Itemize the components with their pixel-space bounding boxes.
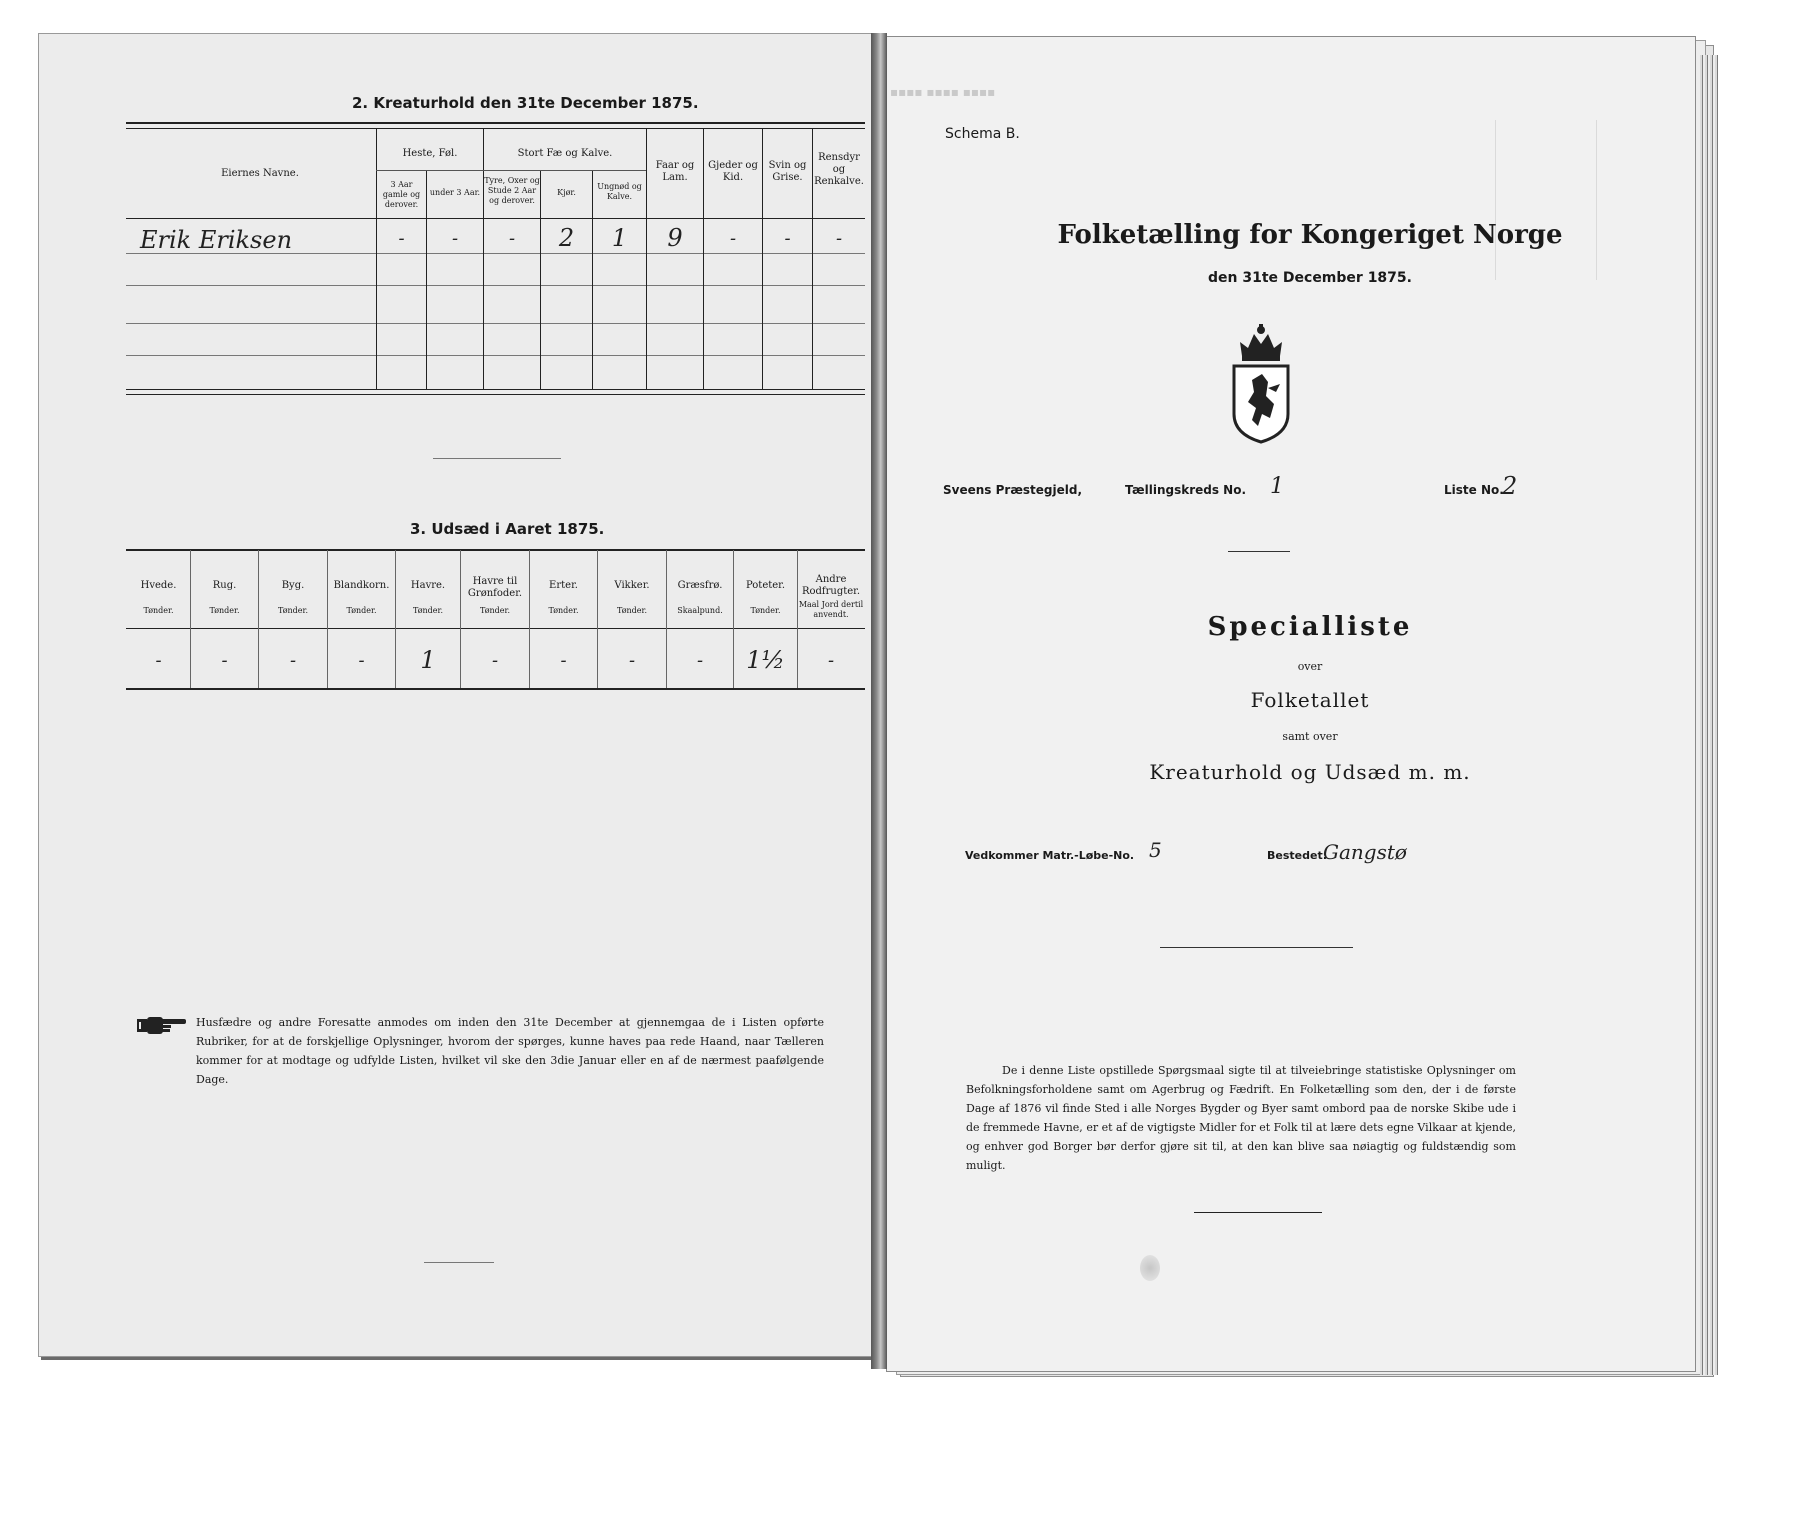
coat-of-arms-icon bbox=[1228, 322, 1294, 448]
sowing-unit: Skaalpund. bbox=[677, 606, 723, 615]
horses-young-header: under 3 Aar. bbox=[429, 188, 481, 197]
sowing-unit: Tønder. bbox=[143, 606, 174, 615]
table-column-line bbox=[592, 170, 593, 389]
sowing-col-potatoes: Poteter. bbox=[745, 580, 786, 591]
sowing-col-vetch: Vikker. bbox=[614, 580, 650, 591]
table-rule bbox=[126, 285, 865, 286]
table-rule bbox=[126, 218, 865, 219]
list-label: Liste No. bbox=[1444, 483, 1504, 497]
table-rule bbox=[126, 688, 865, 690]
sowing-unit: Tønder. bbox=[479, 606, 511, 615]
goats-value: - bbox=[729, 228, 737, 249]
livestock-title: 2. Kreaturhold den 31te December 1875. bbox=[352, 94, 699, 112]
sowing-col-rye: Rug. bbox=[212, 580, 237, 591]
list-number: 2 bbox=[1502, 472, 1518, 500]
section-divider bbox=[433, 458, 561, 459]
sowing-col-peas: Erter. bbox=[549, 580, 578, 591]
sowing-unit: Tønder. bbox=[277, 606, 309, 615]
sheep-header: Faar og Lam. bbox=[655, 160, 695, 183]
sowing-value: - bbox=[560, 650, 567, 671]
schema-label: Schema B. bbox=[945, 126, 1020, 142]
population-heading: Folketallet bbox=[1250, 688, 1370, 712]
reindeer-header: Rensdyr og Renkalve. bbox=[814, 152, 864, 187]
sowing-col-other-roots: Andre Rodfrugter. bbox=[801, 574, 861, 597]
cows-value: 2 bbox=[558, 224, 575, 252]
pigs-header: Svin og Grise. bbox=[768, 160, 807, 183]
horses-group-header: Heste, Føl. bbox=[402, 148, 458, 159]
sowing-unit: Tønder. bbox=[616, 606, 648, 615]
page-stack-edge bbox=[1700, 55, 1718, 1375]
sowing-unit: Tønder. bbox=[209, 606, 240, 615]
table-rule bbox=[376, 170, 646, 171]
table-column-line bbox=[540, 170, 541, 389]
cows-header: Kjør. bbox=[557, 188, 576, 197]
table-rule bbox=[126, 323, 865, 324]
bleed-through-table bbox=[1495, 120, 1597, 280]
sowing-col-wheat: Hvede. bbox=[140, 580, 177, 591]
table-rule bbox=[126, 122, 865, 124]
sowing-value: - bbox=[628, 650, 636, 671]
table-column-line bbox=[376, 128, 377, 389]
sowing-value: - bbox=[155, 650, 162, 671]
sowing-col-green-fodder: Havre til Grønfoder. bbox=[467, 576, 523, 599]
table-column-line bbox=[483, 128, 484, 389]
young-cattle-header: Ungnød og Kalve. bbox=[597, 182, 642, 201]
table-rule bbox=[126, 355, 865, 356]
bulls-value: - bbox=[508, 228, 516, 249]
owner-name: Erik Eriksen bbox=[140, 226, 293, 254]
table-rule bbox=[126, 394, 865, 395]
matr-label: Vedkommer Matr.-Løbe-No. bbox=[965, 849, 1135, 862]
sowing-unit: Tønder. bbox=[750, 606, 781, 615]
footer-divider bbox=[424, 1262, 494, 1263]
matr-number: 5 bbox=[1149, 838, 1162, 862]
sowing-unit: Maal Jord dertil anvendt. bbox=[798, 600, 864, 619]
table-rule bbox=[126, 628, 865, 629]
sowing-value: - bbox=[696, 650, 704, 671]
sowing-value: - bbox=[289, 650, 297, 671]
table-column-line bbox=[426, 170, 427, 389]
place-name: Gangstø bbox=[1323, 840, 1407, 864]
district-number: 1 bbox=[1270, 474, 1284, 499]
sowing-value: - bbox=[827, 650, 835, 671]
owner-header: Eiernes Navne. bbox=[221, 168, 299, 179]
over-text-2: samt over bbox=[1282, 730, 1338, 743]
sheep-value: 9 bbox=[667, 224, 683, 252]
paper-stain bbox=[1140, 1255, 1160, 1281]
sowing-unit: Tønder. bbox=[346, 606, 377, 615]
notice-text: Husfædre og andre Foresatte anmodes om inden den 31te December at gjennemgaa de i Listen opførte Rubriker, for at de forskjellige Oplysninger, hvorom der spørges, kunne haves paa rede Haand, naar Tælleren kommer for at modtage og udfylde Listen, hvilket vil ske den 3die Januar eller en af de nærmest paafølgende Dage. bbox=[196, 1016, 824, 1086]
sowing-col-barley: Byg. bbox=[281, 580, 305, 591]
horses-old-header: 3 Aar gamle og derover. bbox=[382, 180, 421, 209]
table-column-line bbox=[646, 128, 647, 389]
cattle-group-header: Stort Fæ og Kalve. bbox=[517, 148, 613, 159]
divider bbox=[1160, 947, 1353, 948]
pointing-hand-icon bbox=[136, 1014, 188, 1040]
divider bbox=[1228, 551, 1290, 552]
document-title: Folketælling for Kongeriget Norge bbox=[1057, 220, 1563, 250]
horses-old-value: - bbox=[398, 228, 405, 249]
horses-young-value: - bbox=[451, 228, 459, 249]
table-rule bbox=[126, 549, 865, 551]
table-rule bbox=[126, 128, 865, 129]
sowing-value: 1½ bbox=[746, 646, 785, 674]
sowing-value: - bbox=[221, 650, 228, 671]
parish-label: Sveens Præstegjeld, bbox=[943, 483, 1083, 497]
young-cattle-value: 1 bbox=[611, 224, 628, 252]
divider bbox=[1194, 1212, 1322, 1213]
over-text-1: over bbox=[1297, 660, 1323, 673]
document-date: den 31te December 1875. bbox=[1208, 270, 1412, 286]
table-rule bbox=[126, 389, 865, 390]
bulls-header: Tyre, Oxer og Stude 2 Aar og derover. bbox=[484, 176, 540, 205]
sowing-unit: Tønder. bbox=[548, 606, 579, 615]
intro-paragraph: De i denne Liste opstillede Spørgsmaal sigte til at tilveiebringe statistiske Oplysninger om Befolkningsforholdene samt om Agerbrug og Fædrift. En Folketælling som den, der i de første Dage af 1876 vil finde Sted i alle Norges Bygder og Byer samt ombord paa de norske Skibe ude i de fremmede Havne, er et af de vigtigste Midler for et Folk til at lære dets egne Vilkaar at kjende, og enhver god Borger bør derfor gjøre sit til, at den kan blive saa nøiagtig og fuldstændig som muligt. bbox=[966, 1064, 1516, 1172]
bleed-through: ▪▪▪▪ ▪▪▪▪ ▪▪▪▪ bbox=[890, 85, 996, 99]
sowing-col-mixed-grain: Blandkorn. bbox=[333, 580, 390, 591]
sowing-col-grass-seed: Græsfrø. bbox=[677, 580, 723, 591]
livestock-heading: Kreaturhold og Udsæd m. m. bbox=[1149, 760, 1471, 784]
reindeer-value: - bbox=[835, 228, 843, 249]
sowing-unit: Tønder. bbox=[412, 606, 444, 615]
sowing-title: 3. Udsæd i Aaret 1875. bbox=[410, 520, 605, 538]
book-spine bbox=[871, 33, 887, 1369]
place-label: Bestedet: bbox=[1267, 849, 1328, 862]
goats-header: Gjeder og Kid. bbox=[708, 160, 758, 183]
pigs-value: - bbox=[784, 228, 791, 249]
sowing-value: 1 bbox=[420, 646, 436, 674]
special-list-heading: Specialliste bbox=[1207, 612, 1413, 642]
sowing-value: - bbox=[491, 650, 499, 671]
sowing-value: - bbox=[358, 650, 365, 671]
district-label: Tællingskreds No. bbox=[1125, 483, 1247, 497]
sowing-col-oats: Havre. bbox=[410, 580, 446, 591]
